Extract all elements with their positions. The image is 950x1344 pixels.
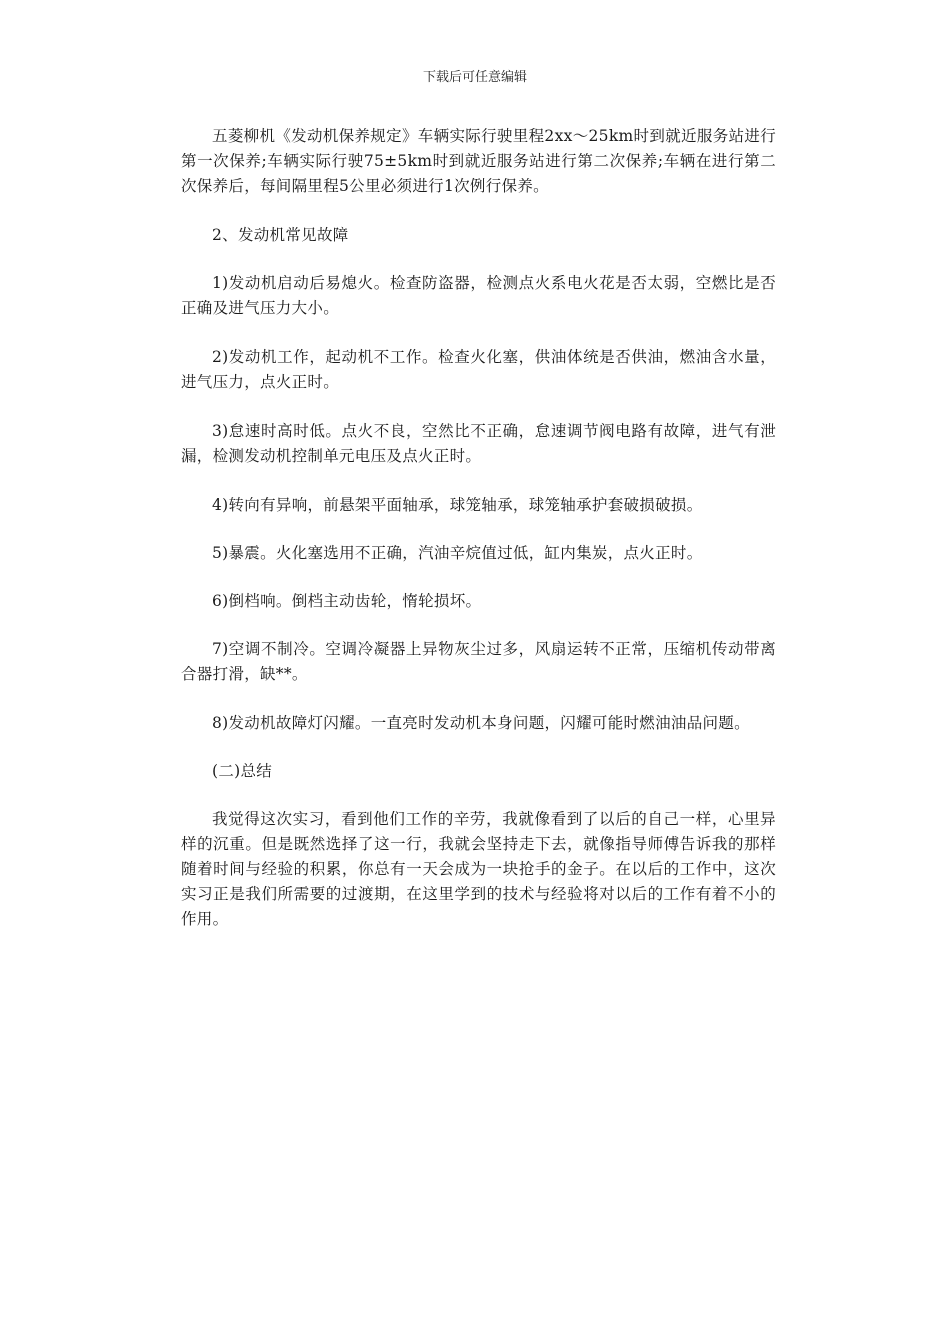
paragraph-maintenance-rules: 五菱柳机《发动机保养规定》车辆实际行驶里程2xx～25km时到就近服务站进行第一次保养;车辆实际行驶75±5km时到就近服务站进行第二次保养;车辆在进行第二次保养后，每间隔里程5公里必须进行1次例行保养。 bbox=[181, 127, 776, 195]
list-item-fault-2: 2)发动机工作，起动机不工作。检查火化塞，供油体统是否供油，燃油含水量，进气压力，点火正时。 bbox=[181, 348, 776, 391]
paragraph-summary: 我觉得这次实习，看到他们工作的辛劳，我就像看到了以后的自己一样，心里异样的沉重。但是既然选择了这一行，我就会坚持走下去，就像指导师傅告诉我的那样随着时间与经验的积累，你总有一天会成为一块抢手的金子。在以后的工作中，这次实习正是我们所需要的过渡期，在这里学到的技术与经验将对以后的工作有着不小的作用。 bbox=[181, 810, 776, 928]
list-item-fault-4: 4)转向有异响，前悬架平面轴承，球笼轴承，球笼轴承护套破损破损。 bbox=[212, 496, 703, 514]
page-header: 下载后可任意编辑 bbox=[422, 70, 527, 85]
list-item-fault-6: 6)倒档响。倒档主动齿轮，惰轮损坏。 bbox=[212, 592, 482, 610]
section-heading-summary: (二)总结 bbox=[212, 762, 273, 780]
section-heading-common-faults: 2、发动机常见故障 bbox=[212, 226, 349, 244]
list-item-fault-3: 3)怠速时高时低。点火不良，空然比不正确，怠速调节阀电路有故障，进气有泄漏，检测发动机控制单元电压及点火正时。 bbox=[181, 422, 776, 465]
list-item-fault-1: 1)发动机启动后易熄火。检查防盗器，检测点火系电火花是否太弱，空燃比是否正确及进气压力大小。 bbox=[181, 274, 776, 317]
list-item-fault-8: 8)发动机故障灯闪耀。一直亮时发动机本身问题，闪耀可能时燃油油品问题。 bbox=[212, 714, 750, 732]
document-body bbox=[181, 124, 776, 956]
list-item-fault-5: 5)暴震。火化塞选用不正确，汽油辛烷值过低，缸内集炭，点火正时。 bbox=[212, 544, 703, 562]
list-item-fault-7: 7)空调不制冷。空调冷凝器上异物灰尘过多，风扇运转不正常，压缩机传动带离合器打滑，缺**。 bbox=[181, 640, 776, 683]
